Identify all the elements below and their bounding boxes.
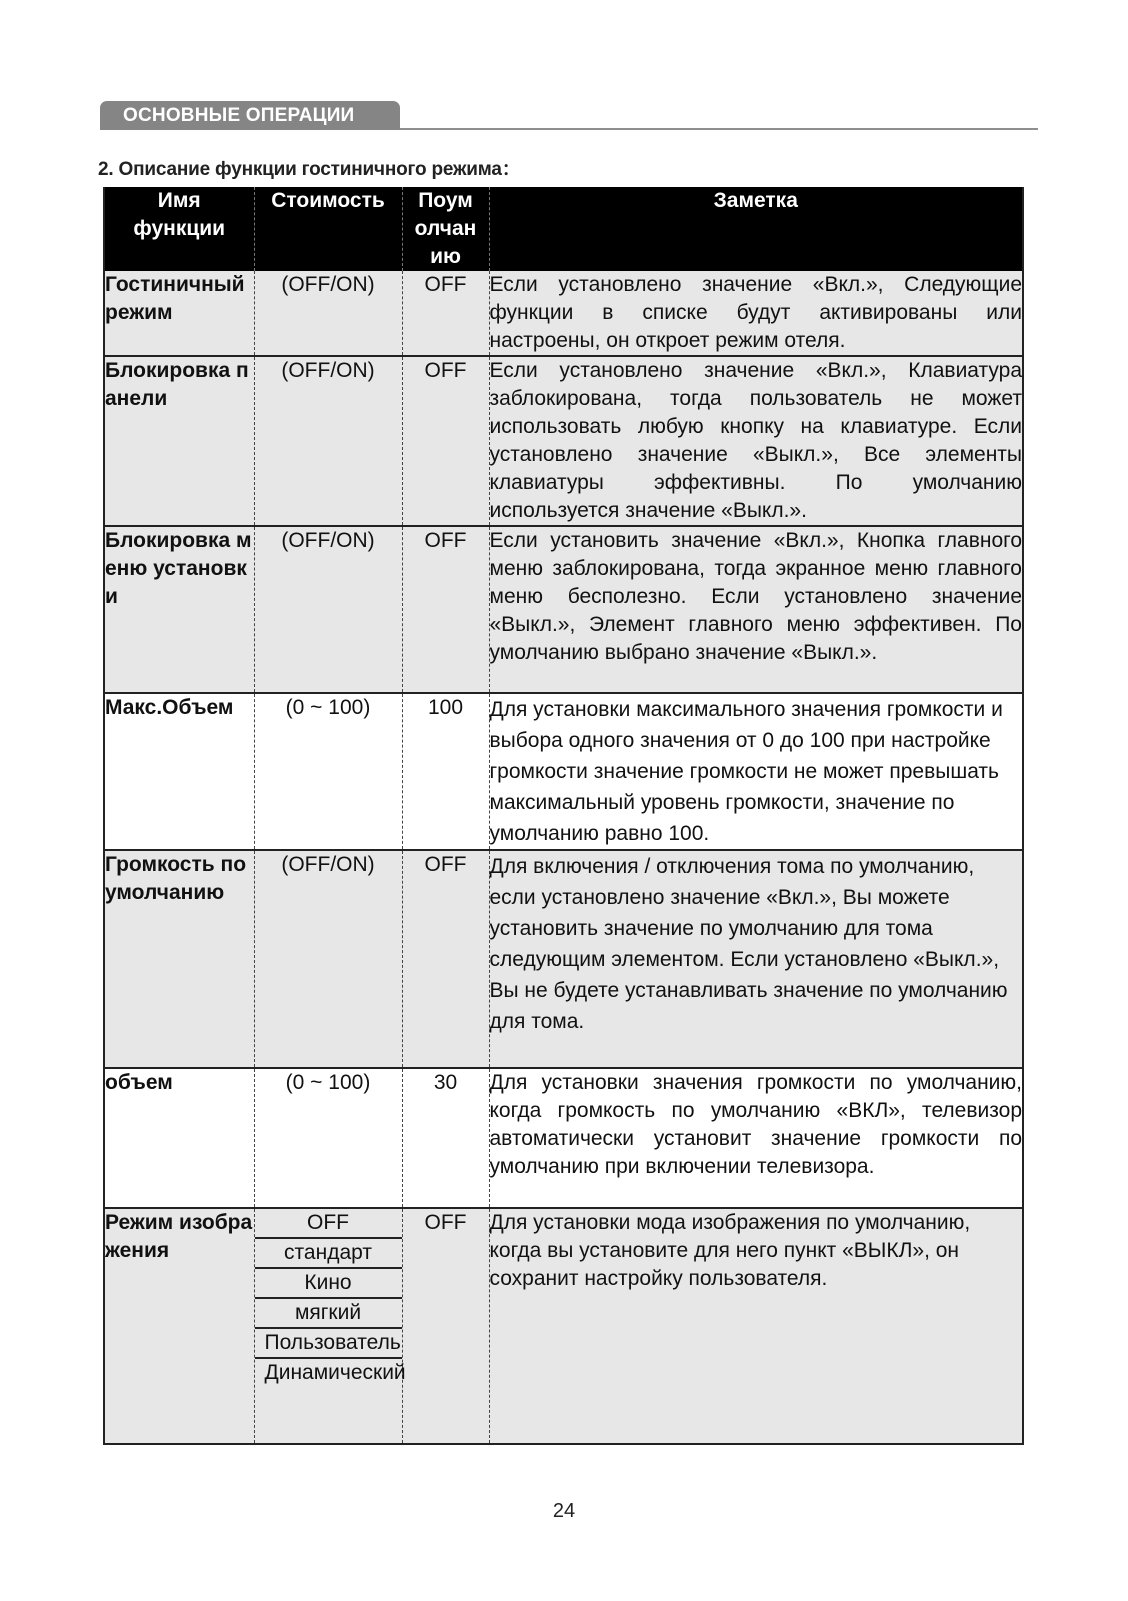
table-header-row bbox=[104, 187, 1023, 271]
column-header-value: Стоимость bbox=[254, 187, 402, 271]
row-name: Режим изображения bbox=[104, 1208, 254, 1444]
option-item: Кино bbox=[255, 1269, 402, 1299]
row-default: OFF bbox=[402, 271, 489, 356]
row-name: Блокировка панели bbox=[104, 356, 254, 526]
row-options bbox=[254, 1208, 406, 1444]
table-row bbox=[104, 526, 1023, 693]
row-note: Для установки мода изображения по умолчанию, когда вы установите для него пункт «ВЫКЛ», он сохранит настройку пользователя. bbox=[489, 1208, 1023, 1444]
column-header-note: Заметка bbox=[489, 187, 1023, 271]
row-name: Блокировка меню установки bbox=[104, 526, 254, 693]
table-row bbox=[104, 1208, 1023, 1444]
row-value: (OFF/ON) bbox=[254, 526, 402, 693]
column-header-name: Имя функции bbox=[104, 187, 254, 271]
table-row bbox=[104, 356, 1023, 526]
row-value: (0 ~ 100) bbox=[254, 1068, 402, 1208]
row-name: Гостиничный режим bbox=[104, 271, 254, 356]
table-row bbox=[104, 693, 1023, 850]
table-row bbox=[104, 1068, 1023, 1208]
page-subtitle: 2. Описание функции гостиничного режима： bbox=[98, 159, 521, 180]
section-title: ОСНОВНЫЕ ОПЕРАЦИИ bbox=[100, 101, 400, 130]
column-header-default: Поум олчан ию bbox=[402, 187, 489, 271]
row-default: 100 bbox=[402, 693, 489, 850]
option-item: мягкий bbox=[255, 1299, 402, 1329]
row-name: объем bbox=[104, 1068, 254, 1208]
section-divider bbox=[400, 128, 1038, 130]
hotel-mode-table bbox=[103, 187, 1024, 1445]
row-note: Если установлено значение «Вкл.», Следующие функции в списке будут активированы или настроены, он откроет режим отеля. bbox=[489, 271, 1023, 356]
row-value: (OFF/ON) bbox=[254, 850, 402, 1068]
row-name: Громкость поумолчанию bbox=[104, 850, 254, 1068]
picture-mode-options bbox=[255, 1209, 406, 1387]
row-note: Для включения / отключения тома по умолчанию, если установлено значение «Вкл.», Вы можете установить значение по умолчанию для тома следующим элементом. Если установлено «Выкл.», Вы не будете устанавливать значение по умолчанию для тома. bbox=[489, 850, 1023, 1068]
row-name: Макс.Объем bbox=[104, 693, 254, 850]
row-default: OFF bbox=[402, 1208, 489, 1444]
table-row bbox=[104, 850, 1023, 1068]
option-item: OFF bbox=[255, 1209, 402, 1239]
page-number: 24 bbox=[552, 1500, 576, 1522]
row-default: OFF bbox=[402, 526, 489, 693]
row-note: Для установки максимального значения громкости и выбора одного значения от 0 до 100 при настройке громкости значение громкости не может превышать максимальный уровень громкости, значение по умолчанию равно 100. bbox=[489, 693, 1023, 850]
section-header bbox=[100, 101, 1038, 130]
row-note: Если установлено значение «Вкл.», Клавиатура заблокирована, тогда пользователь не может использовать любую кнопку на клавиатуре. Если установлено значение «Выкл.», Все элементы клавиатуры эффективны. По умолчанию используется значение «Выкл.». bbox=[489, 356, 1023, 526]
row-value: (OFF/ON) bbox=[254, 271, 402, 356]
row-default: 30 bbox=[402, 1068, 489, 1208]
row-default: OFF bbox=[402, 850, 489, 1068]
row-note: Если установить значение «Вкл.», Кнопка главного меню заблокирована, тогда экранное меню главного меню бесполезно. Если установлено значение «Выкл.», Элемент главного меню эффективен. По умолчанию выбрано значение «Выкл.». bbox=[489, 526, 1023, 693]
row-default: OFF bbox=[402, 356, 489, 526]
option-item: Пользователь bbox=[255, 1329, 402, 1359]
row-value: (0 ~ 100) bbox=[254, 693, 402, 850]
option-item: стандарт bbox=[255, 1239, 402, 1269]
option-item: Динамический bbox=[255, 1359, 402, 1387]
row-note: Для установки значения громкости по умолчанию, когда громкость по умолчанию «ВКЛ», телевизор автоматически установит значение громкости по умолчанию при включении телевизора. bbox=[489, 1068, 1023, 1208]
table-row bbox=[104, 271, 1023, 356]
row-value: (OFF/ON) bbox=[254, 356, 402, 526]
